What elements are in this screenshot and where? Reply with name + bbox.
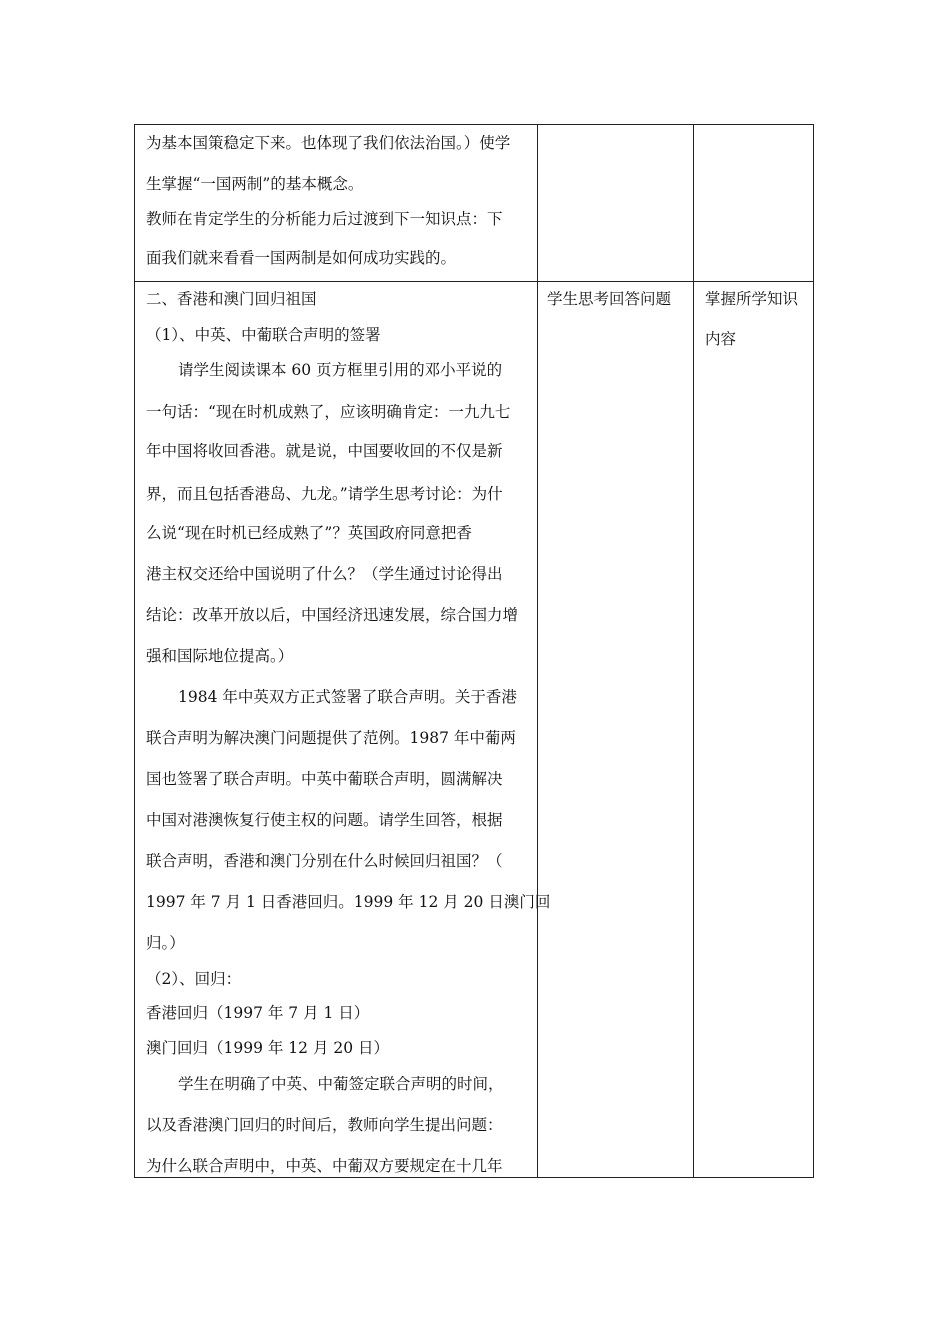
text-line: 1997 年 7 月 1 日香港回归。1999 年 12 月 20 日澳门回 [146, 893, 551, 911]
text-line: 一句话：“现在时机成熟了，应该明确肯定：一九九七 [146, 403, 511, 421]
text-line: 学生在明确了中英、中葡签定联合声明的时间， [178, 1075, 504, 1093]
text-line: 1984 年中英双方正式签署了联合声明。关于香港 [178, 688, 517, 706]
text-line: 掌握所学知识 [705, 290, 799, 308]
text-line: 澳门回归（1999 年 12 月 20 日） [146, 1039, 390, 1057]
column-divider [537, 125, 538, 1177]
text-line: 为什么联合声明中，中英、中葡双方要规定在十几年 [146, 1157, 503, 1175]
text-line: 么说“现在时机已经成熟了”？英国政府同意把香 [146, 524, 472, 542]
lesson-plan-table [134, 124, 814, 1178]
text-line: 界，而且包括香港岛、九龙。”请学生思考讨论：为什 [146, 485, 503, 503]
text-line: 面我们就来看看一国两制是如何成功实践的。 [146, 249, 457, 267]
subsection-heading: （1）、中英、中葡联合声明的签署 [146, 326, 381, 344]
text-line: 为基本国策稳定下来。也体现了我们依法治国。）使学 [146, 134, 511, 152]
text-line: 国也签署了联合声明。中英中葡联合声明，圆满解决 [146, 770, 503, 788]
text-line: 年中国将收回香港。就是说，中国要收回的不仅是新 [146, 442, 503, 460]
text-line: 教师在肯定学生的分析能力后过渡到下一知识点：下 [146, 210, 503, 228]
text-line: 归。） [146, 934, 185, 952]
text-line: 学生思考回答问题 [547, 290, 672, 308]
text-line: 内容 [705, 330, 737, 348]
text-line: 港主权交还给中国说明了什么？（学生通过讨论得出 [146, 565, 503, 583]
section-heading: 二、香港和澳门回归祖国 [146, 290, 317, 308]
text-line: 中国对港澳恢复行使主权的问题。请学生回答，根据 [146, 811, 503, 829]
text-line: 请学生阅读课本 60 页方框里引用的邓小平说的 [178, 361, 503, 379]
text-line: 联合声明为解决澳门问题提供了范例。1987 年中葡两 [146, 729, 516, 747]
text-line: 联合声明，香港和澳门分别在什么时候回归祖国？（ [146, 852, 503, 870]
text-line: 强和国际地位提高。） [146, 647, 294, 665]
text-line: 以及香港澳门回归的时间后，教师向学生提出问题： [146, 1116, 503, 1134]
row-divider [135, 281, 813, 282]
column-divider [693, 125, 694, 1177]
text-line: 结论：改革开放以后，中国经济迅速发展，综合国力增 [146, 606, 519, 624]
text-line: 香港回归（1997 年 7 月 1 日） [146, 1004, 370, 1022]
subsection-heading: （2）、回归： [146, 970, 242, 988]
text-line: 生掌握“一国两制”的基本概念。 [146, 175, 364, 193]
